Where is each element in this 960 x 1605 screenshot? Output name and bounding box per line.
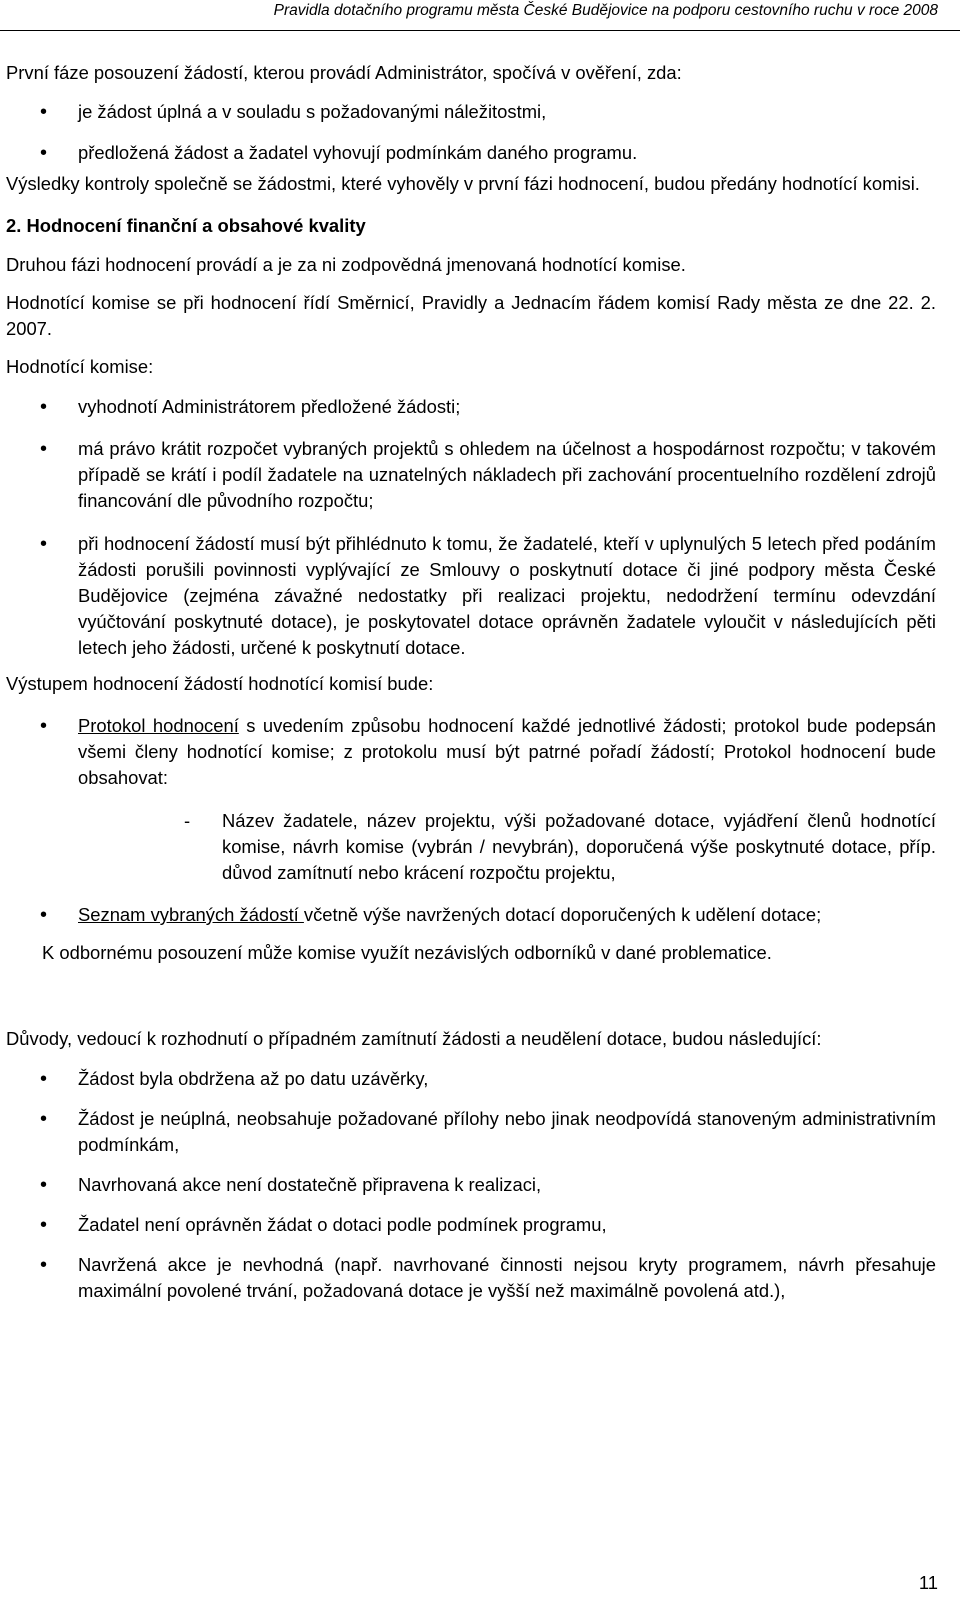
protocol-description: s uvedením způsobu hodnocení každé jednotlivé žádosti; protokol bude podepsán všemi členy hodnotící komise; z protokolu musí být patrné pořadí žádostí; Protokol hodnocení bude obsahovat: [78,715,936,788]
rejection-bullet: • Žádost byla obdržena až po datu uzávěrky, [6,1066,936,1092]
rejection-bullet: • Navržená akce je nevhodná (např. navrhované činnosti nejsou kryty programem, návrh přesahuje maximální povolené trvání, požadovaná dotace je vyšší než maximálně povolená atd.), [6,1252,936,1304]
running-header: Pravidla dotačního programu města České Budějovice na podporu cestovního ruchu v roce 2008 [273,2,938,19]
dash-marker: - [184,810,191,831]
phase1-bullet: • je žádost úplná a v souladu s požadovanými náležitostmi, [6,99,936,125]
experts-paragraph: K odbornému posouzení může komise využít nezávislých odborníků v dané problematice. [42,942,772,963]
committee-bullet: • při hodnocení žádostí musí být přihlédnuto k tomu, že žadatelé, kteří v uplynulých 5 letech před podáním žádosti porušili povinnosti vyplývající ze Smlouvy o poskytnutí dotace či jiné podpory města České Budějovice (zejména závažné nedostatky při realizaci projektu, nedodržení termínu odevzdání vyúčtování poskytnuté dotace), je poskytovatel dotace oprávněn žadatele vyloučit v následujících pěti letech jeho žádosti, určené k poskytnutí dotace. [6,531,936,661]
output-label: Výstupem hodnocení žádostí hodnotící komisí bude: [6,673,434,694]
committee-bullet: • má právo krátit rozpočet vybraných projektů s ohledem na účelnost a hospodárnost rozpočtu; v takovém případě se krátí i podíl žadatele na uznatelných nákladech při zachování procentuelního rozdělení zdrojů financování dle původního rozpočtu; [6,436,936,514]
section2-heading: 2. Hodnocení finanční a obsahové kvality [6,215,366,236]
rejection-bullet: • Žadatel není oprávněn žádat o dotaci podle podmínek programu, [6,1212,936,1238]
page-content [6,60,936,1304]
protocol-contents-text: Název žadatele, název projektu, výši požadované dotace, vyjádření členů hodnotící komise, návrh komise (vybrán / nevybrán), doporučená výše poskytnuté dotace, příp. důvod zamítnutí nebo krácení rozpočtu projektu, [222,810,936,883]
rejection-bullet: • Navrhovaná akce není dostatečně připravena k realizaci, [6,1172,936,1198]
page-number: 11 [918,1572,938,1593]
protocol-link-text: Protokol hodnocení [78,715,239,736]
section2-paragraph: Druhou fázi hodnocení provádí a je za ni zodpovědná jmenovaná hodnotící komise. [6,254,686,275]
protocol-contents-item [6,808,936,886]
rejection-bullet: • Žádost je neúplná, neobsahuje požadované přílohy nebo jinak neodpovídá stanoveným administrativním podmínkám, [6,1106,936,1158]
header-rule [0,30,960,31]
output-item-protocol [6,713,936,791]
rejection-intro: Důvody, vedoucí k rozhodnutí o případném zamítnutí žádosti a neudělení dotace, budou následující: [6,1028,822,1049]
phase1-result: Výsledky kontroly společně se žádostmi, které vyhověly v první fázi hodnocení, budou předány hodnotící komisi. [6,173,920,194]
phase1-bullet: • předložená žádost a žadatel vyhovují podmínkám daného programu. [6,140,936,166]
phase1-intro: První fáze posouzení žádostí, kterou provádí Administrátor, spočívá v ověření, zda: [6,62,682,83]
section2-paragraph: Hodnotící komise se při hodnocení řídí Směrnicí, Pravidly a Jednacím řádem komisí Rady města ze dne 22. 2. 2007. [6,292,936,339]
output-item-list [6,902,936,928]
list-description: včetně výše navržených dotací doporučených k udělení dotace; [303,904,822,925]
list-link-text: Seznam vybraných žádostí [78,904,304,925]
committee-label: Hodnotící komise: [6,356,154,377]
committee-bullet: • vyhodnotí Administrátorem předložené žádosti; [6,394,936,420]
